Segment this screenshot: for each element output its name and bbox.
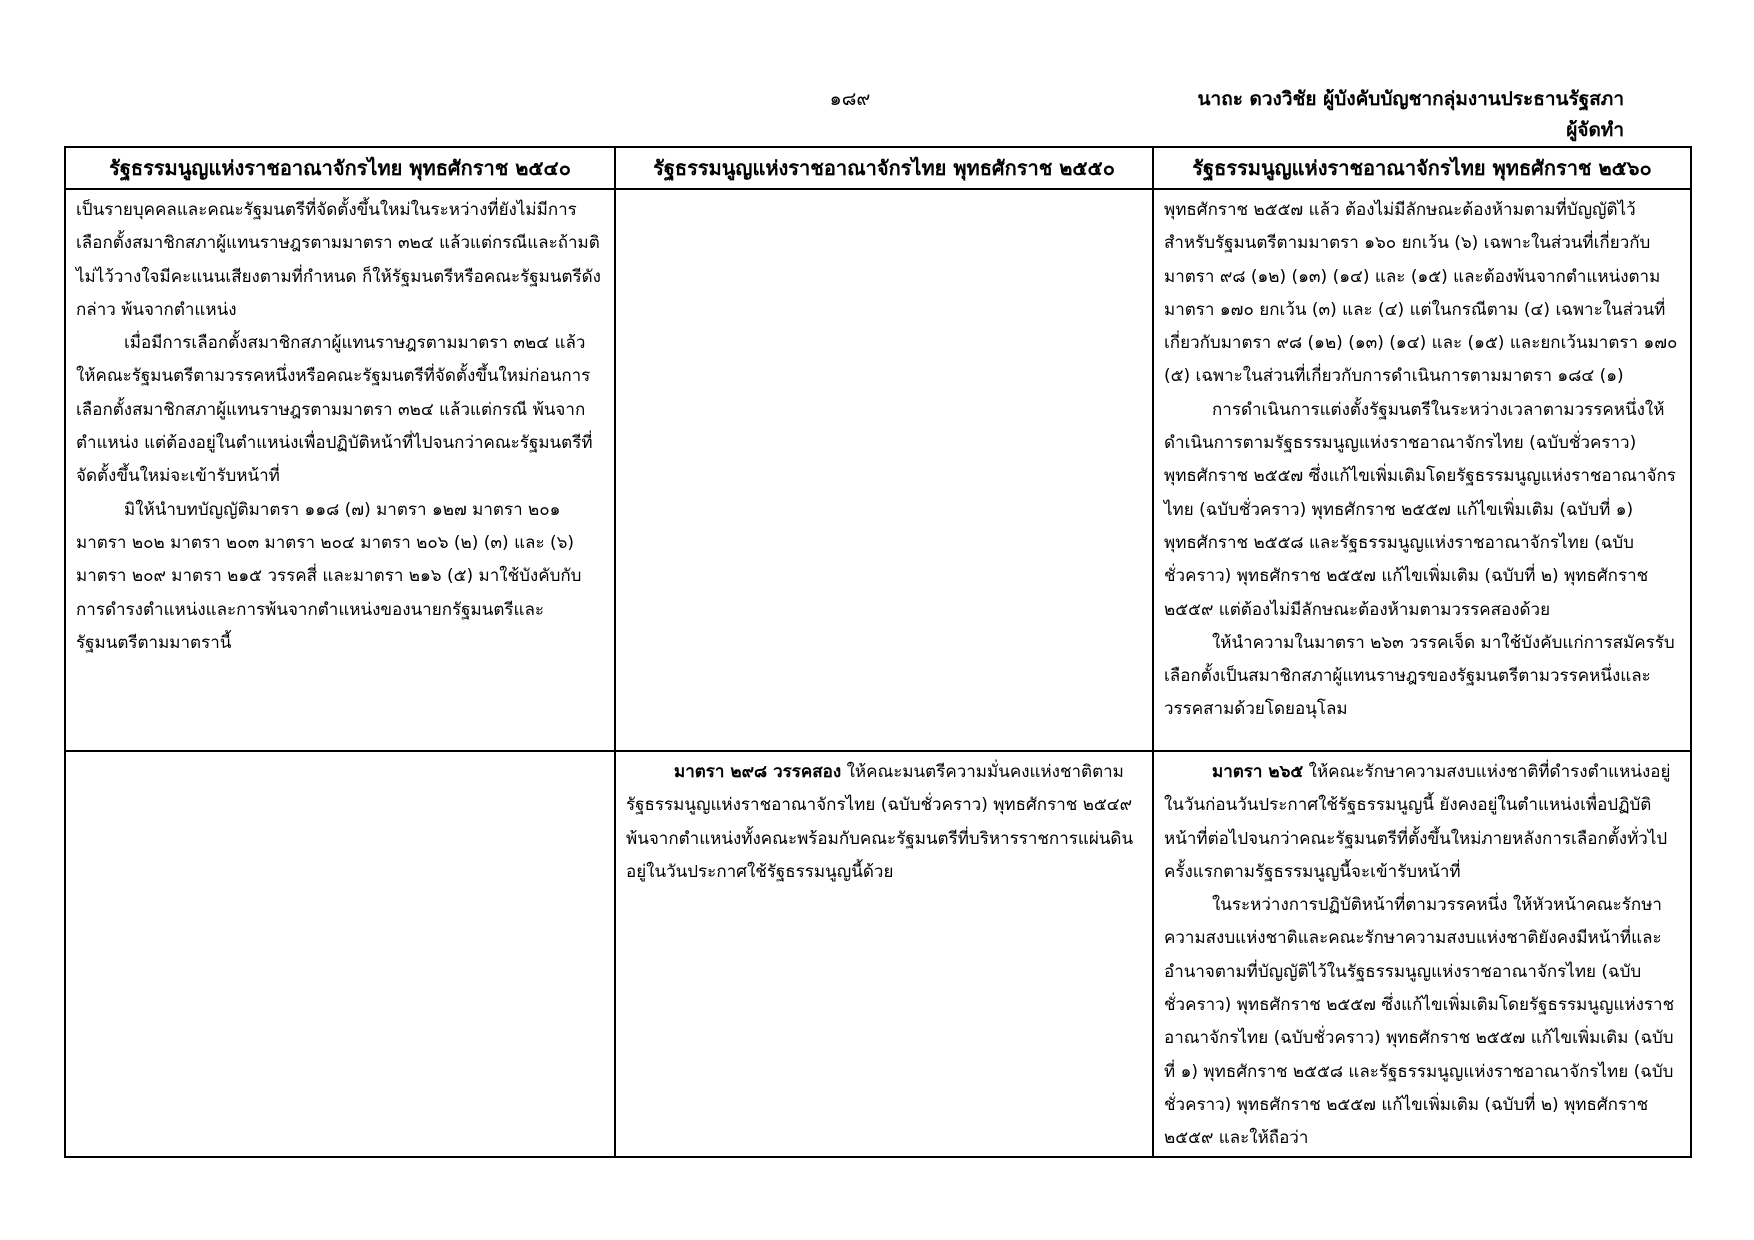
cell-2560 [1153, 189, 1691, 751]
author-name: นาถะ ดวงวิชัย ผู้บังคับบัญชากลุ่มงานประธานรัฐสภา [1197, 88, 1624, 110]
author-block [1198, 84, 1624, 146]
paragraph: เมื่อมีการเลือกตั้งสมาชิกสภาผู้แทนราษฎรตามมาตรา ๓๒๔ แล้ว ให้คณะรัฐมนตรีตามวรรคหนึ่งหรือคณะรัฐมนตรีที่จัดตั้งขึ้นใหม่ก่อนการเลือกตั้งสมาชิกสภาผู้แทนราษฎรตามมาตรา ๓๒๔ แล้วแต่กรณี พ้นจากตำแหน่ง แต่ต้องอยู่ในตำแหน่งเพื่อปฏิบัติหน้าที่ไปจนกว่าคณะรัฐมนตรีที่จัดตั้งขึ้นใหม่จะเข้ารับหน้าที่ [76, 333, 593, 487]
paragraph [626, 756, 1142, 889]
cell-2550-empty [615, 189, 1153, 751]
page-number: ๑๘๙ [829, 88, 871, 110]
paragraph: การดำเนินการแต่งตั้งรัฐมนตรีในระหว่างเวลาตามวรรคหนึ่งให้ดำเนินการตามรัฐธรรมนูญแห่งราชอาณาจักรไทย (ฉบับชั่วคราว) พุทธศักราช ๒๕๕๗ ซึ่งแก้ไขเพิ่มเติมโดยรัฐธรรมนูญแห่งราชอาณาจักรไทย (ฉบับชั่วคราว) พุทธศักราช ๒๕๕๗ แก้ไขเพิ่มเติม (ฉบับที่ ๑) พุทธศักราช ๒๕๕๘ และรัฐธรรมนูญแห่งราชอาณาจักรไทย (ฉบับชั่วคราว) พุทธศักราช ๒๕๕๗ แก้ไขเพิ่มเติม (ฉบับที่ ๒) พุทธศักราช ๒๕๕๙ แต่ต้องไม่มีลักษณะต้องห้ามตามวรรคสองด้วย [1164, 399, 1676, 620]
cell-2550 [615, 751, 1153, 1157]
cell-2540 [65, 189, 615, 751]
paragraph: พุทธศักราช ๒๕๕๗ แล้ว ต้องไม่มีลักษณะต้องห้ามตามที่บัญญัติไว้สำหรับรัฐมนตรีตามมาตรา ๑๖๐ ยกเว้น (๖) เฉพาะในส่วนที่เกี่ยวกับมาตรา ๙๘ (๑๒) (๑๓) (๑๔) และ (๑๕) และต้องพ้นจากตำแหน่งตามมาตรา ๑๗๐ ยกเว้น (๓) และ (๔) แต่ในกรณีตาม (๔) เฉพาะในส่วนที่เกี่ยวกับมาตรา ๙๘ (๑๒) (๑๓) (๑๔) และ (๑๕) และยกเว้นมาตรา ๑๗๐ (๕) เฉพาะในส่วนที่เกี่ยวกับการดำเนินการตามมาตรา ๑๘๔ (๑) [1164, 200, 1678, 387]
column-header-2560: รัฐธรรมนูญแห่งราชอาณาจักรไทย พุทธศักราช ๒๕๖๐ [1153, 147, 1691, 189]
paragraph: ให้นำความในมาตรา ๒๖๓ วรรคเจ็ด มาใช้บังคับแก่การสมัครรับเลือกตั้งเป็นสมาชิกสภาผู้แทนราษฎรของรัฐมนตรีตามวรรคหนึ่งและวรรคสามด้วยโดยอนุโลม [1164, 632, 1675, 720]
section-label: มาตรา ๒๖๕ [1212, 762, 1304, 782]
table-row [65, 189, 1691, 751]
section-text: ให้คณะมนตรีความมั่นคงแห่งชาติตามรัฐธรรมนูญแห่งราชอาณาจักรไทย (ฉบับชั่วคราว) พุทธศักราช ๒๕๔๙ พ้นจากตำแหน่งทั้งคณะพร้อมกับคณะรัฐมนตรีที่บริหารราชการแผ่นดินอยู่ในวันประกาศใช้รัฐธรรมนูญนี้ด้วย [626, 762, 1134, 882]
paragraph: เป็นรายบุคคลและคณะรัฐมนตรีที่จัดตั้งขึ้นใหม่ในระหว่างที่ยังไม่มีการเลือกตั้งสมาชิกสภาผู้แทนราษฎรตามมาตรา ๓๒๔ แล้วแต่กรณีและถ้ามติไม่ไว้วางใจมีคะแนนเสียงตามที่กำหนด ก็ให้รัฐมนตรีหรือคณะรัฐมนตรีดังกล่าว พ้นจากตำแหน่ง [76, 200, 601, 320]
section-text: ให้คณะรักษาความสงบแห่งชาติที่ดำรงตำแหน่งอยู่ในวันก่อนวันประกาศใช้รัฐธรรมนูญนี้ ยังคงอยู่ในตำแหน่งเพื่อปฏิบัติหน้าที่ต่อไปจนกว่าคณะรัฐมนตรีที่ตั้งขึ้นใหม่ภายหลังการเลือกตั้งทั่วไปครั้งแรกตามรัฐธรรมนูญนี้จะเข้ารับหน้าที่ [1164, 762, 1671, 882]
author-role: ผู้จัดทำ [1566, 119, 1624, 141]
column-header-2550: รัฐธรรมนูญแห่งราชอาณาจักรไทย พุทธศักราช ๒๕๕๐ [615, 147, 1153, 189]
paragraph: มิให้นำบทบัญญัติมาตรา ๑๑๘ (๗) มาตรา ๑๒๗ มาตรา ๒๐๑ มาตรา ๒๐๒ มาตรา ๒๐๓ มาตรา ๒๐๔ มาตรา ๒๐๖ (๒) (๓) และ (๖) มาตรา ๒๐๙ มาตรา ๒๑๕ วรรคสี่ และมาตรา ๒๑๖ (๕) มาใช้บังคับกับการดำรงตำแหน่งและการพ้นจากตำแหน่งของนายกรัฐมนตรีและรัฐมนตรีตามมาตรานี้ [76, 499, 582, 653]
cell-2560 [1153, 751, 1691, 1157]
table-row [65, 751, 1691, 1157]
cell-2540-empty [65, 751, 615, 1157]
column-header-2540: รัฐธรรมนูญแห่งราชอาณาจักรไทย พุทธศักราช ๒๕๔๐ [65, 147, 615, 189]
table-header-row [65, 147, 1691, 189]
paragraph: ในระหว่างการปฏิบัติหน้าที่ตามวรรคหนึ่ง ให้หัวหน้าคณะรักษาความสงบแห่งชาติและคณะรักษาความสงบแห่งชาติยังคงมีหน้าที่และอำนาจตามที่บัญญัติไว้ในรัฐธรรมนูญแห่งราชอาณาจักรไทย (ฉบับชั่วคราว) พุทธศักราช ๒๕๕๗ ซึ่งแก้ไขเพิ่มเติมโดยรัฐธรรมนูญแห่งราชอาณาจักรไทย (ฉบับชั่วคราว) พุทธศักราช ๒๕๕๗ แก้ไขเพิ่มเติม (ฉบับที่ ๑) พุทธศักราช ๒๕๕๘ และรัฐธรรมนูญแห่งราชอาณาจักรไทย (ฉบับชั่วคราว) พุทธศักราช ๒๕๕๗ แก้ไขเพิ่มเติม (ฉบับที่ ๒) พุทธศักราช ๒๕๕๙ และให้ถือว่า [1164, 895, 1675, 1149]
paragraph [1164, 756, 1680, 889]
section-label: มาตรา ๒๙๘ วรรคสอง [674, 762, 842, 782]
comparison-table [64, 146, 1692, 1158]
